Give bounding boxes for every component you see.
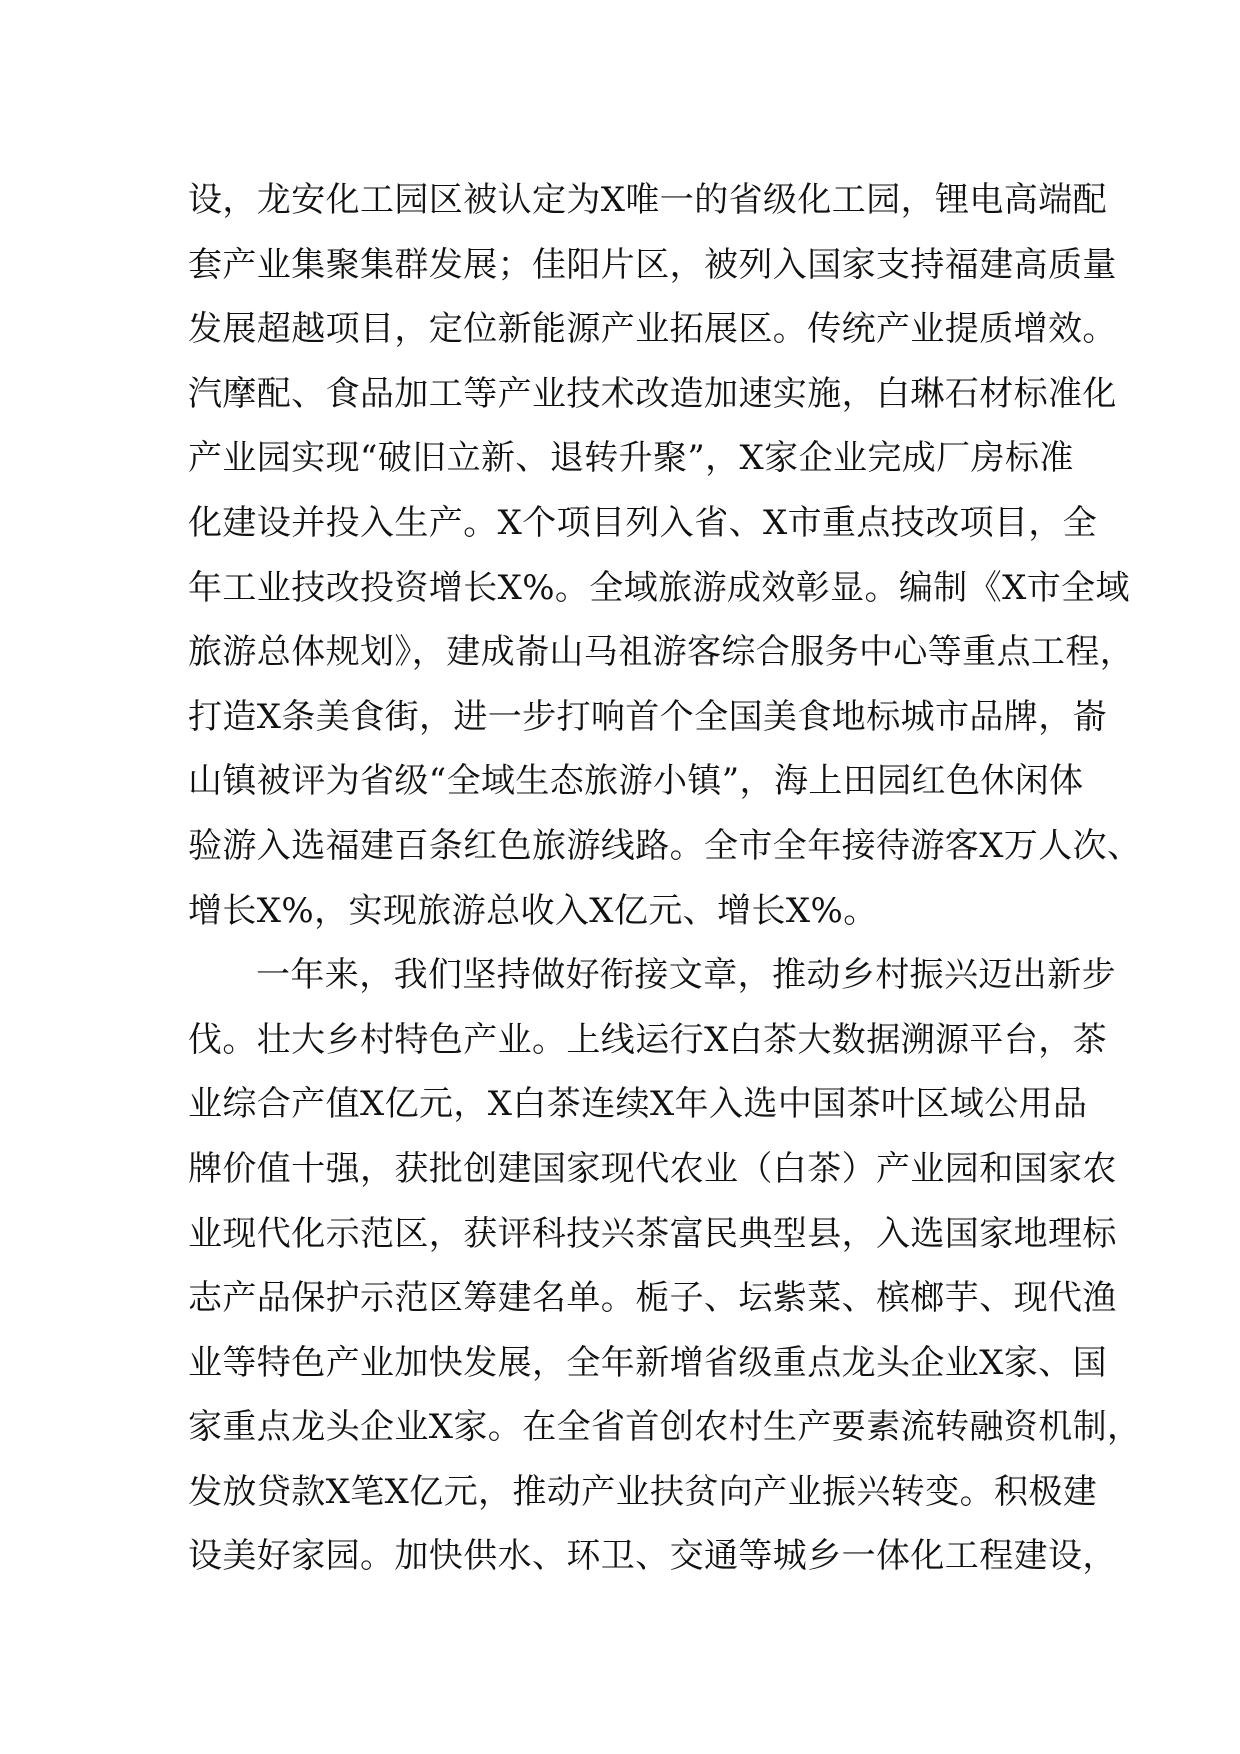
text-line: 年工业技改投资增长X%。全域旅游成效彰显。编制《X市全域 (188, 567, 1130, 608)
text-line: 验游入选福建百条红色旅游线路。全市全年接待游客X万人次、 (188, 825, 1142, 866)
text-line: 化建设并投入生产。X个项目列入省、X市重点技改项目，全 (188, 502, 1098, 543)
text-line: 业现代化示范区，获评科技兴茶富民典型县，入选国家地理标 (188, 1213, 1117, 1254)
text-line: 套产业集聚集群发展；佳阳片区，被列入国家支持福建高质量 (188, 244, 1117, 285)
text-line: 家重点龙头企业X家。在全省首创农村生产要素流转融资机制， (188, 1407, 1142, 1448)
text-line: 设，龙安化工园区被认定为X唯一的省级化工园，锂电高端配 (188, 180, 1108, 220)
text-line: 伐。壮大乡村特色产业。上线运行X白茶大数据溯源平台，茶 (188, 1019, 1108, 1060)
body-text (188, 168, 1142, 1589)
text-line: 设美好家园。加快供水、环卫、交通等城乡一体化工程建设， (188, 1536, 1117, 1577)
text-line: 汽摩配、食品加工等产业技术改造加速实施，白琳石材标准化 (188, 373, 1117, 414)
text-line: 志产品保护示范区筹建名单。栀子、坛紫菜、槟榔芋、现代渔 (188, 1278, 1117, 1319)
text-line: 业等特色产业加快发展，全年新增省级重点龙头企业X家、国 (188, 1342, 1108, 1383)
paragraph-start-line: 一年来，我们坚持做好衔接文章，推动乡村振兴迈出新步 (256, 955, 1116, 996)
text-line: 业综合产值X亿元，X白茶连续X年入选中国茶叶区域公用品 (188, 1084, 1088, 1125)
text-line: 发展超越项目，定位新能源产业拓展区。传统产业提质增效。 (188, 309, 1117, 350)
text-line: 山镇被评为省级“全域生态旅游小镇”，海上田园红色休闲体 (188, 761, 1084, 802)
text-line: 打造X条美食街，进一步打响首个全国美食地标城市品牌，嵛 (188, 696, 1108, 737)
text-line: 产业园实现“破旧立新、退转升聚”，X家企业完成厂房标准 (188, 438, 1074, 479)
text-line: 牌价值十强，获批创建国家现代农业（白茶）产业园和国家农 (188, 1148, 1117, 1189)
text-line: 发放贷款X笔X亿元，推动产业扶贫向产业振兴转变。积极建 (188, 1471, 1098, 1512)
text-line: 增长X%，实现旅游总收入X亿元、增长X%。 (188, 890, 878, 931)
text-line: 旅游总体规划》，建成嵛山马祖游客综合服务中心等重点工程， (188, 632, 1135, 673)
